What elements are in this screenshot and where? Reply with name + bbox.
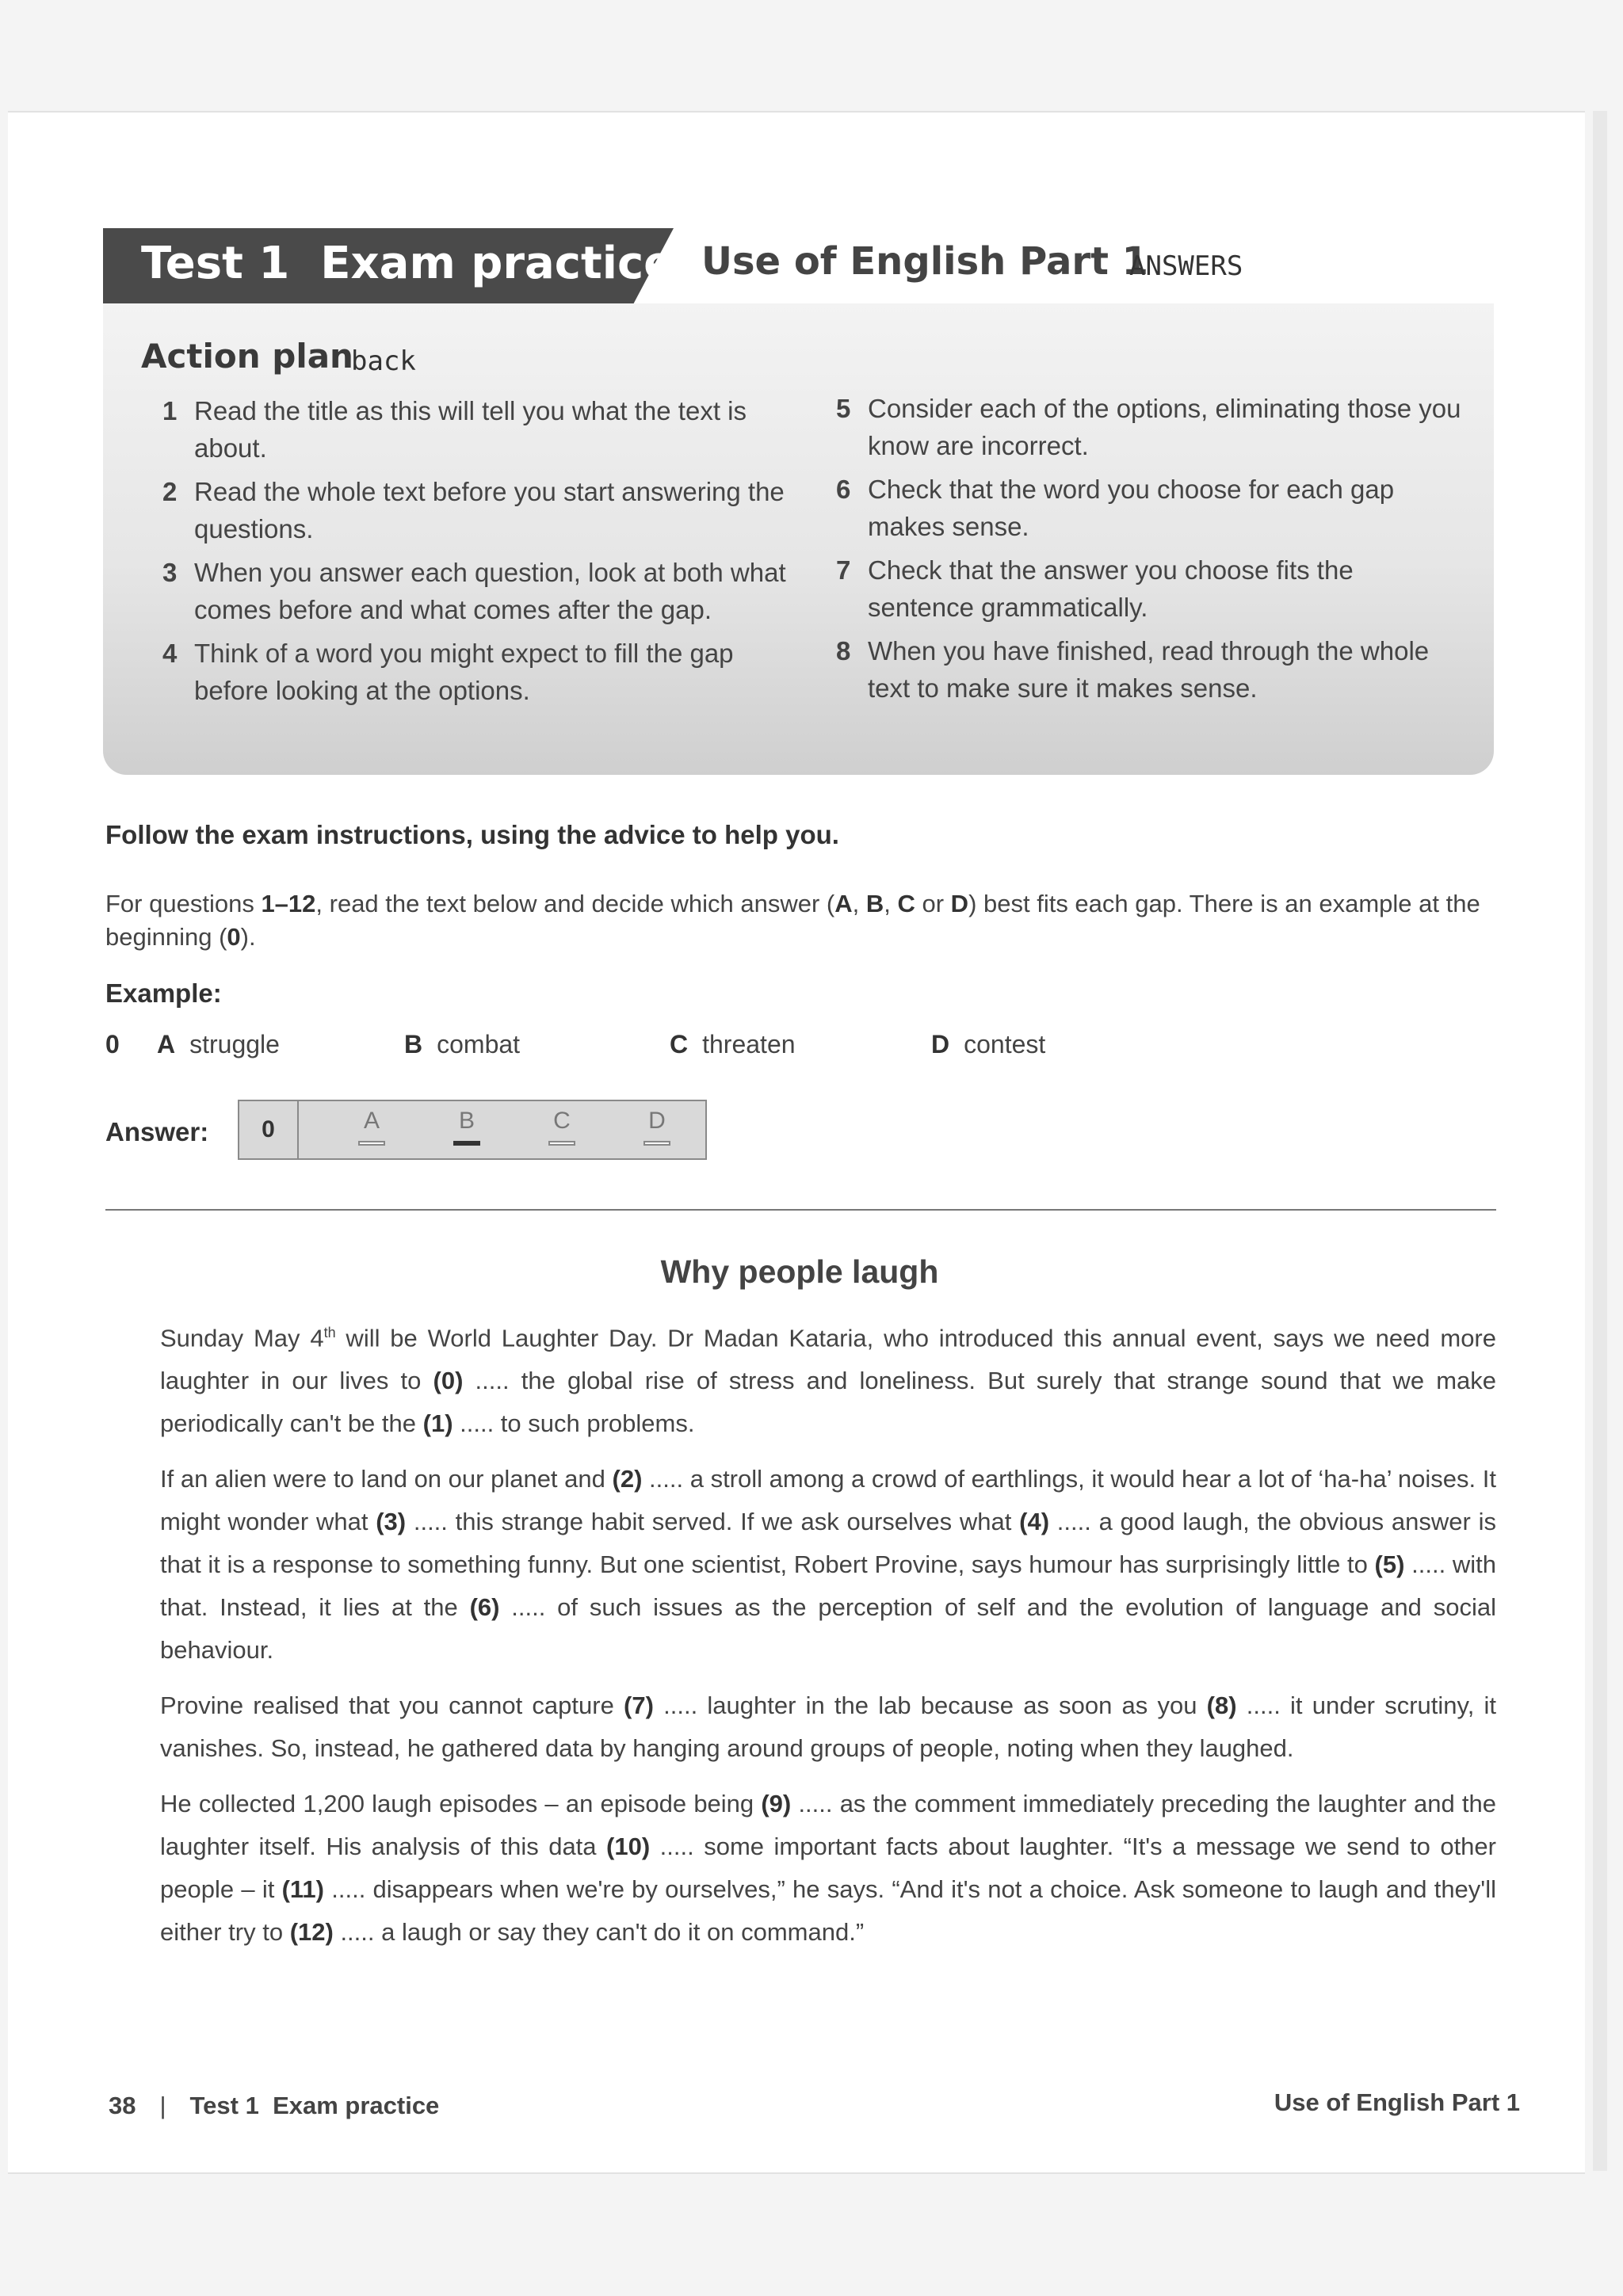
superscript: th [323, 1325, 336, 1341]
answer-option-c [538, 1108, 586, 1146]
footer-separator: | [159, 2092, 166, 2119]
instr-text: For questions [105, 890, 262, 917]
example-label: Example: [105, 978, 222, 1008]
plan-item-number: 6 [836, 475, 851, 504]
passage-text: ..... of such issues as the perception of self and the evolution of language and social behaviour. [160, 1593, 1496, 1665]
plan-item-number: 7 [836, 555, 851, 585]
gap-number: (10) [606, 1833, 651, 1861]
answer-mark [453, 1141, 480, 1146]
footer-left [109, 2092, 439, 2120]
passage-text: ..... with that. Instead, it lies at the [160, 1550, 1496, 1622]
section-divider [105, 1209, 1496, 1211]
passage-text: ..... some important facts about laughter. “It's a message we send to other people – it [160, 1833, 1496, 1904]
passage-text: Sunday May 4 [160, 1324, 324, 1352]
gap-number: (11) [281, 1875, 324, 1904]
instr-text: ) best fits each gap. There is an example at the beginning ( [105, 890, 1480, 951]
passage-text: He collected 1,200 laugh episodes – an episode being [160, 1790, 762, 1818]
instr-bold: A [834, 890, 853, 917]
example-option-d [931, 1030, 1045, 1059]
answer-grid [238, 1100, 707, 1160]
plan-item-text: When you answer each question, look at both what comes before and what comes after the gap. [194, 558, 786, 624]
footer-left-title: Test 1 Exam practice [189, 2092, 440, 2119]
instr-text: , read the text below and decide which answer ( [315, 890, 835, 917]
plan-item-number: 1 [162, 396, 178, 425]
gap-number: (9) [761, 1790, 792, 1818]
answers-link[interactable]: ANSWERS [1129, 250, 1243, 282]
passage-text: ..... a stroll among a crowd of earthlings, it would hear a lot of ‘ha-ha’ noises. It might wonder what [160, 1465, 1496, 1536]
answer-option-b [443, 1108, 491, 1146]
plan-item-number: 5 [836, 394, 851, 423]
text-title: Why people laugh [660, 1253, 939, 1290]
follow-instructions: Follow the exam instructions, using the advice to help you. [105, 820, 839, 849]
instr-text: , [884, 890, 898, 917]
passage-text: If an alien were to land on our planet and [160, 1465, 613, 1493]
example-number-text: 0 [105, 1030, 120, 1058]
passage-text: ..... it under scrutiny, it vanishes. So, instead, he gathered data by hanging around groups of people, noting when they laughed. [160, 1691, 1497, 1763]
plan-item-number: 3 [162, 558, 178, 587]
plan-item [162, 554, 789, 628]
answer-letter: D [648, 1108, 666, 1134]
option-letter: A [157, 1030, 176, 1058]
instr-bold: C [897, 890, 915, 917]
plan-item-text: Think of a word you might expect to fill the gap before looking at the options. [194, 639, 734, 705]
paragraph-4 [160, 1783, 1496, 1954]
passage-text: ..... a laugh or say they can't do it on command.” [333, 1918, 865, 1947]
plan-item-number: 8 [836, 636, 851, 666]
answer-mark [643, 1141, 670, 1146]
option-word: struggle [189, 1030, 280, 1058]
action-plan-title: Action plan [141, 337, 353, 376]
instr-bold: B [865, 890, 884, 917]
plan-item-text: Check that the word you choose for each gap makes sense. [868, 475, 1395, 541]
answer-mark [548, 1141, 575, 1146]
gap-number: (0) [433, 1367, 464, 1395]
task-instructions [105, 887, 1500, 954]
option-word: combat [437, 1030, 521, 1058]
plan-item-number: 4 [162, 639, 178, 668]
answer-label: Answer: [105, 1117, 209, 1146]
example-option-b [404, 1030, 520, 1059]
action-plan-column-left [162, 392, 789, 715]
plan-item [162, 473, 789, 547]
plan-item [162, 635, 789, 709]
passage-text: will be World Laughter Day. Dr Madan Kataria, who introduced this annual event, says we need more laughter in our lives to [160, 1324, 1496, 1395]
plan-item-text: Check that the answer you choose fits the sentence grammatically. [868, 555, 1354, 622]
example-option-a [157, 1030, 280, 1059]
plan-item-text: Read the whole text before you start answering the questions. [194, 477, 785, 543]
gap-number: (3) [376, 1508, 407, 1536]
answer-letter: B [458, 1108, 475, 1134]
section-title: Use of English Part 1 [701, 239, 1149, 284]
instr-text: or [915, 890, 951, 917]
option-letter: D [931, 1030, 950, 1058]
gap-number: (4) [1019, 1508, 1050, 1536]
gap-number: (5) [1374, 1550, 1405, 1579]
instr-bold: 1–12 [261, 890, 316, 917]
action-plan-column-right [836, 390, 1462, 713]
passage-text: Provine realised that you cannot capture [160, 1691, 624, 1720]
answer-letter: C [553, 1108, 571, 1134]
footer-right-title: Use of English Part 1 [1274, 2088, 1520, 2116]
paragraph-2 [160, 1458, 1496, 1672]
plan-item-text: Read the title as this will tell you what the text is about. [194, 396, 747, 463]
paragraph-1 [160, 1311, 1496, 1445]
gap-number: (6) [469, 1593, 500, 1622]
passage-text: ..... a good laugh, the obvious answer is that it is a response to something funny. But one scientist, Robert Provine, says humour has surprisingly little to [160, 1508, 1496, 1579]
back-link[interactable]: back [351, 345, 416, 377]
instr-bold: D [950, 890, 969, 917]
instr-text: , [852, 890, 866, 917]
plan-item [836, 551, 1462, 626]
paragraph-3 [160, 1684, 1496, 1770]
gap-number: (8) [1206, 1691, 1237, 1720]
plan-item [836, 390, 1462, 464]
answer-option-a [348, 1108, 395, 1146]
passage-text: ..... this strange habit served. If we ask ourselves what [406, 1508, 1020, 1536]
passage-text: ..... laughter in the lab because as soon as you [653, 1691, 1207, 1720]
plan-item-text: Consider each of the options, eliminating those you know are incorrect. [868, 394, 1461, 460]
answer-mark [358, 1141, 385, 1146]
gap-number: (1) [422, 1409, 453, 1438]
option-word: contest [964, 1030, 1046, 1058]
plan-item-number: 2 [162, 477, 178, 506]
example-number [105, 1030, 134, 1059]
option-word: threaten [702, 1030, 796, 1058]
plan-item [836, 471, 1462, 545]
plan-item-text: When you have finished, read through the whole text to make sure it makes sense. [868, 636, 1430, 703]
option-letter: B [404, 1030, 423, 1058]
plan-item [162, 392, 789, 467]
gap-number: (2) [612, 1465, 643, 1493]
instr-text: ). [240, 923, 256, 951]
gap-number: (7) [624, 1691, 654, 1720]
passage-text: ..... to such problems. [453, 1409, 695, 1438]
gap-number: (12) [289, 1918, 334, 1947]
passage-text: ..... as the comment immediately preceding the laughter and the laughter itself. His analysis of this data [160, 1790, 1496, 1861]
banner-title: Test 1 Exam practice [141, 238, 674, 289]
page-number: 38 [109, 2092, 136, 2119]
option-letter: C [670, 1030, 689, 1058]
page-edge-shadow [1593, 111, 1607, 2171]
passage-text: ..... disappears when we're by ourselves,” he says. “And it's not a choice. Ask someone to laugh and they'll either try to [160, 1875, 1496, 1947]
answer-option-d [633, 1108, 681, 1146]
example-option-c [670, 1030, 796, 1059]
passage-text: ..... the global rise of stress and loneliness. But surely that strange sound that we make periodically can't be the [160, 1367, 1497, 1438]
passage [160, 1311, 1496, 1966]
answer-number: 0 [239, 1101, 299, 1158]
plan-item [836, 632, 1462, 707]
instr-bold: 0 [227, 923, 241, 951]
answer-letter: A [363, 1108, 380, 1134]
